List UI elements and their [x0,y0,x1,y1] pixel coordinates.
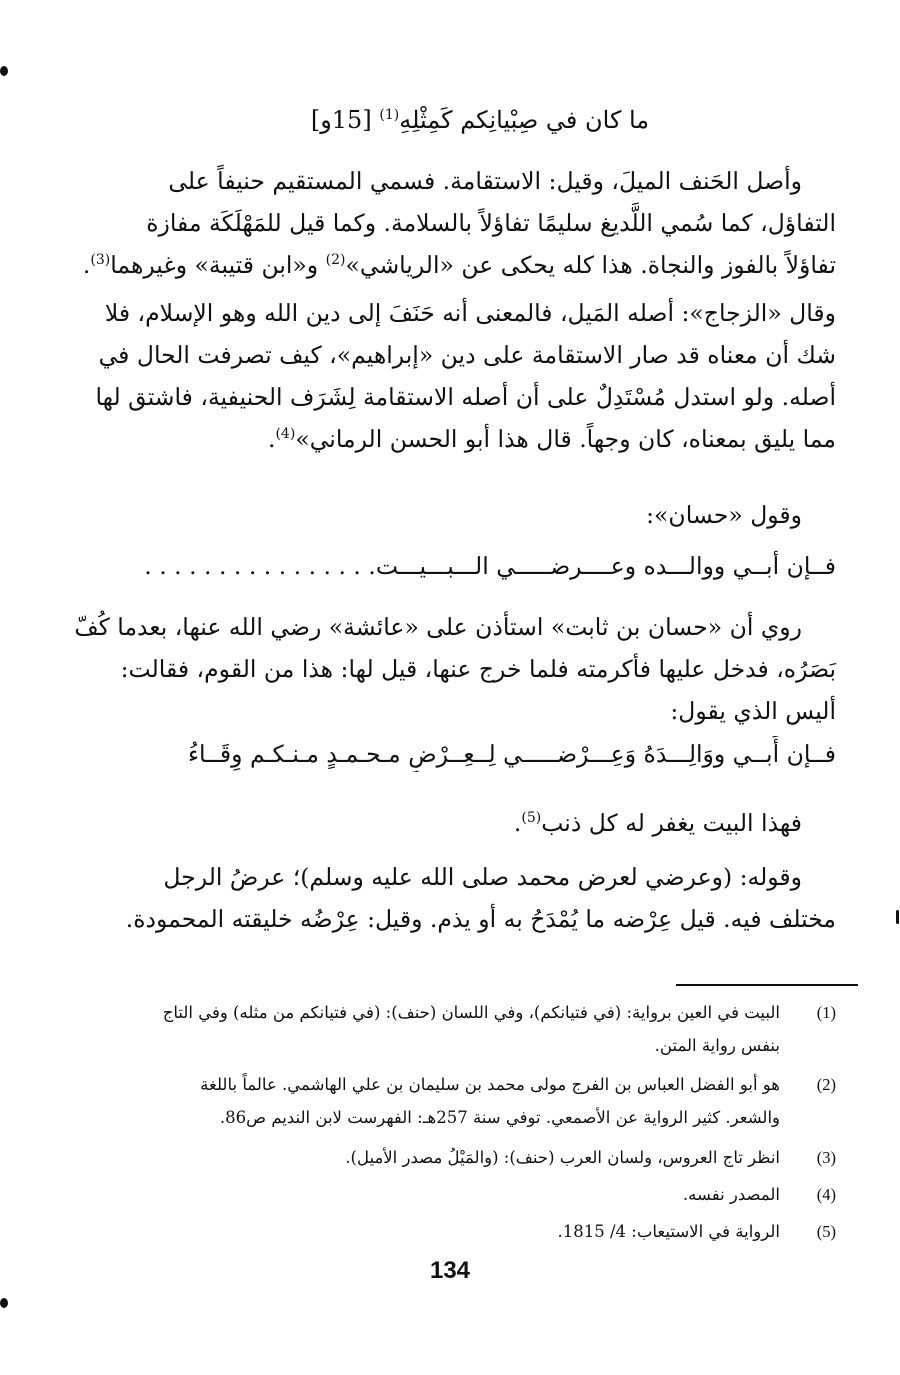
footnote-text [66,1215,780,1248]
text-run: فهذا البيت يغفر له كل ذنب [541,809,802,837]
footnote-line: الرواية في الاستيعاب: 4/ 1815. [557,1222,780,1241]
poetry-verse: فــإن أبــي ووالـــده وعــــرضـــــي الـــبـــيـــت. . . . . . . . . . . . . . . . [144,552,836,580]
scan-margin-mark [0,1298,8,1308]
footnote-line: المصدر نفسه. [682,1185,780,1204]
text-line: وقول «حسان»: [646,501,802,529]
verse-heading-text: ما كان في صِبْيانِكم كَمِثْلِهِ [399,106,650,134]
footnote-text [66,1141,780,1174]
footnote-separator [676,984,858,986]
footnote-line: البيت في العين برواية: (في فتيانكم)، وفي اللسان (حنف): (في فتيانكم من مثله) وفي التاج [162,1003,780,1022]
footnote-number: (5) [816,1222,836,1241]
page-number: 134 [429,1257,471,1284]
footnote-text [66,996,780,1062]
footnote-ref: (2) [325,252,346,269]
footnote-line: انظر تاج العروس، ولسان العرب (حنف): (والمَيْلُ مصدر الأميل). [345,1148,780,1167]
footnote-ref: (4) [275,426,296,443]
poetry-verse: فــإن أَبــي ووَالِـــدَهُ وَعِـــرْضـــــي لِــعِــرْضِ مـحـمـدٍ مـنـكـم وِقَــاءُ [187,740,836,768]
text-line [66,244,836,286]
folio-marker: [15و] [310,106,372,134]
verse-heading [230,104,730,136]
footnote-text [66,1178,780,1211]
paragraph [66,494,836,536]
text-line: أصله. ولو استدل مُسْتَدِلٌ على أن أصله الاستقامة لِشَرَف الحنيفية، فاشتق لها [95,383,836,411]
footnote [66,996,836,1062]
text-line [66,418,836,460]
text-run: . [82,251,91,279]
footnote-ref: (5) [521,810,542,827]
text-line: أليس الذي يقول: [670,697,836,725]
scan-margin-mark [896,910,899,924]
footnote-number: (1) [816,1003,836,1022]
footnote-text [66,1068,780,1134]
footnote [66,1178,836,1211]
footnote-line: بنفس رواية المتن. [654,1036,780,1055]
footnote-number: (3) [816,1148,836,1167]
paragraph [66,292,836,460]
text-line: التفاؤل، كما سُمي اللَّديغ سليمًا تفاؤلاً بالسلامة. وكما قيل للمَهْلَكَة مفازة [146,209,836,237]
paragraph [66,606,836,732]
text-line: وأصل الحَنف الميلَ، وقيل: الاستقامة. فسمي المستقيم حنيفاً على [168,167,802,195]
paragraph [66,160,836,286]
text-run: . [513,809,522,837]
footnote-line: هو أبو الفضل العباس بن الفرج مولى محمد بن سليمان بن علي الهاشمي. عالماً باللغة [200,1075,780,1094]
text-line: وقال «الزجاج»: أصله المَيل، فالمعنى أنه حَنَفَ إلى دين الله وهو الإسلام، فلا [104,299,836,327]
text-run: و«ابن قتيبة» وغيرهما [110,251,326,279]
footnote [66,1215,836,1248]
paragraph [66,856,836,940]
text-line: روي أن «حسان بن ثابت» استأذن على «عائشة» رضي الله عنها، بعدما كُفّ [74,613,802,641]
text-line: مختلف فيه. قيل عِرْضه ما يُمْدَحُ به أو يذم. وقيل: عِرْضُه خليقته المحمودة. [125,905,836,933]
footnote-ref: (1) [379,107,400,123]
text-run: مما يليق بمعناه، كان وجهاً. قال هذا أبو الحسن الرماني» [295,425,836,453]
text-line: وقوله: (وعرضي لعرض محمد صلى الله عليه وسلم)؛ عرضُ الرجل [163,863,802,891]
text-line [66,802,836,844]
text-line: بَصَرُه، فدخل عليها فأكرمته فلما خرج عنها، قيل لها: هذا من القوم، فقالت: [120,655,836,683]
footnote-ref: (3) [90,252,111,269]
footnote-number: (2) [816,1075,836,1094]
footnote-number: (4) [816,1185,836,1204]
footnote-line: والشعر. كثير الرواية عن الأصمعي. توفي سنة 257هـ: الفهرست لابن النديم ص86. [219,1108,780,1127]
footnote [66,1068,836,1134]
scan-margin-mark [0,66,8,76]
text-run: . [267,425,276,453]
text-line: شك أن معناه قد صار الاستقامة على دين «إبراهيم»، كيف تصرفت الحال في [98,341,836,369]
paragraph [66,802,836,844]
footnote [66,1141,836,1174]
text-run: تفاؤلاً بالفوز والنجاة. هذا كله يحكى عن «الرياشي» [345,251,836,279]
